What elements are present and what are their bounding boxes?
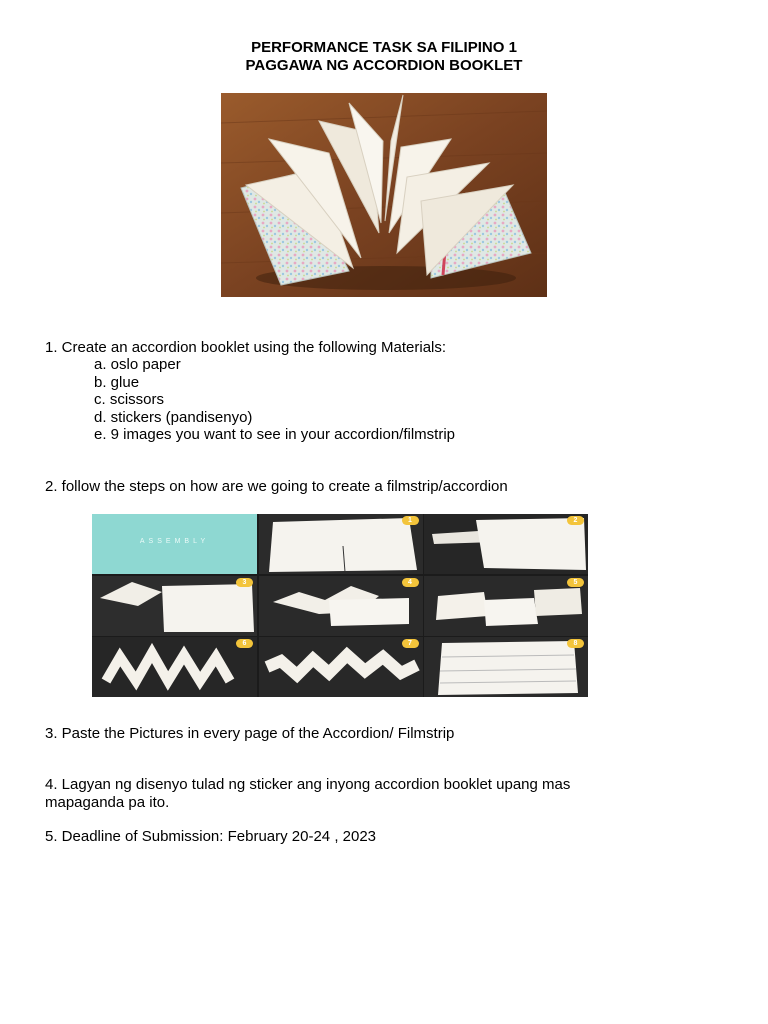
step-badge: 4: [402, 578, 419, 587]
step-badge: 1: [402, 516, 419, 525]
item-5-text: 5. Deadline of Submission: February 20-24 , 2023: [45, 828, 377, 845]
step-badge: 2: [567, 516, 584, 525]
assembly-label: ASSEMBLY: [139, 538, 210, 545]
step-7-cell: [259, 637, 423, 697]
step-badge: 7: [402, 639, 419, 648]
material-item: e. 9 images you want to see in your accordion/filmstrip: [94, 426, 456, 443]
assembly-title-cell: [92, 514, 257, 574]
step-6-cell: [92, 637, 257, 697]
step-3-cell: [92, 576, 257, 636]
accordion-booklet-photo: [221, 93, 547, 297]
assembly-steps-image: [92, 514, 588, 697]
step-badge: 6: [236, 639, 253, 648]
material-item: c. scissors: [94, 391, 165, 408]
step-5-cell: [424, 576, 588, 636]
step-2-cell: [424, 514, 588, 574]
page-title-line-1: PERFORMANCE TASK SA FILIPINO 1: [251, 39, 517, 56]
step-4-cell: [259, 576, 423, 636]
item-3-text: 3. Paste the Pictures in every page of the Accordion/ Filmstrip: [45, 725, 455, 742]
material-item: d. stickers (pandisenyo): [94, 409, 253, 426]
page-title-line-2: PAGGAWA NG ACCORDION BOOKLET: [245, 57, 523, 74]
step-badge: 3: [236, 578, 253, 587]
item-4-line-2: mapaganda pa ito.: [45, 794, 170, 811]
material-item: b. glue: [94, 374, 140, 391]
step-1-cell: [259, 514, 423, 574]
step-badge: 8: [567, 639, 584, 648]
item-2-text: 2. follow the steps on how are we going to create a filmstrip/accordion: [45, 478, 508, 495]
item-4-line-1: 4. Lagyan ng disenyo tulad ng sticker ang inyong accordion booklet upang mas: [45, 776, 571, 793]
step-badge: 5: [567, 578, 584, 587]
item-1-text: 1. Create an accordion booklet using the following Materials:: [45, 339, 447, 356]
step-8-cell: [424, 637, 588, 697]
material-item: a. oslo paper: [94, 356, 181, 373]
